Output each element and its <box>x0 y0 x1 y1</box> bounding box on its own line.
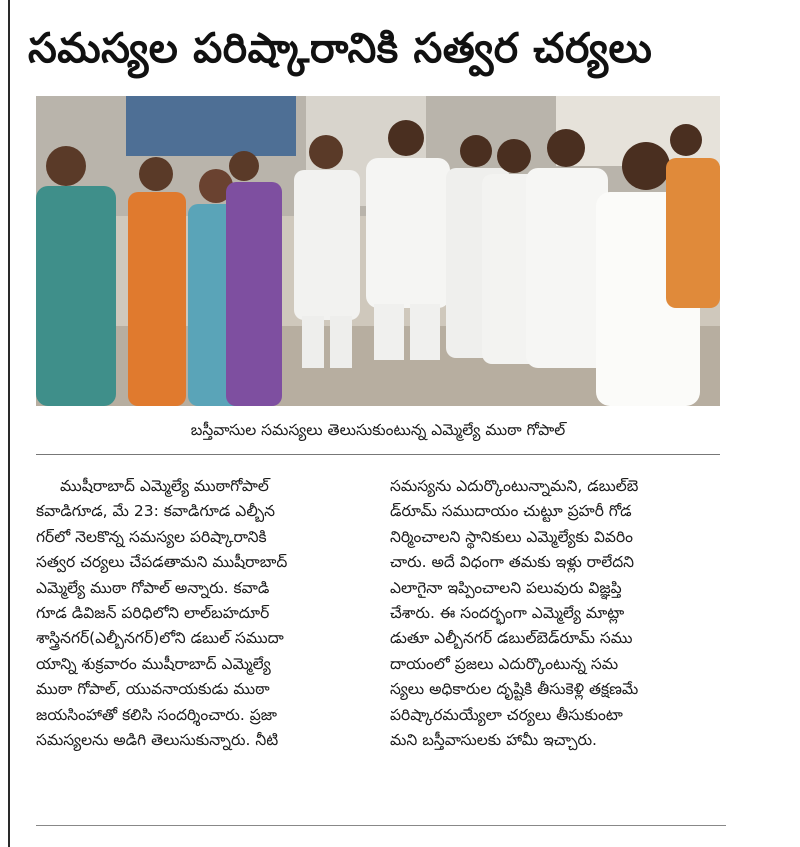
article-line: డ్‌రూమ్ సముదాయం చుట్టూ ప్రహరీ గోడ <box>390 502 632 521</box>
article-line: జయసింహాతో కలిసి సందర్శించారు. ప్రజా <box>36 705 277 724</box>
article-byline: ముషీరాబాద్ ఎమ్మెల్యే ముఠాగోపాల్ <box>60 477 269 495</box>
article-line: చేశారు. ఈ సందర్భంగా ఎమ్మెల్యే మాట్లా <box>390 604 625 623</box>
article-line: ఎమ్మెల్యే ముఠా గోపాల్ అన్నారు. కవాడి <box>36 578 270 597</box>
article-line: ముఠా గోపాల్, యువనాయకుడు ముఠా <box>36 680 270 699</box>
article-column-left <box>36 474 358 753</box>
article-line: డుతూ ఎల్బీనగర్ డబుల్‌బెడ్‌రూమ్ సము <box>390 629 633 648</box>
article-line: చారు. అదే విధంగా తమకు ఇళ్లు రాలేదని <box>390 553 635 572</box>
article-line: శాస్త్రినగర్(ఎల్బీనగర్)లోని డబుల్ సముదా <box>36 629 284 648</box>
article-column-right <box>390 474 722 753</box>
article-line: సత్వర చర్యలు చేపడతామని ముషీరాబాద్ <box>36 553 288 572</box>
article-line: దాయంలో ప్రజలు ఎదుర్కొంటున్న సమ <box>390 654 619 673</box>
page-left-rule <box>8 0 10 847</box>
article-line: కవాడిగూడ, మే 23: కవాడిగూడ ఎల్బీన <box>36 502 276 521</box>
article-line: సమస్యలను అడిగి తెలుసుకున్నారు. నీటి <box>36 731 279 750</box>
article-line: పరిష్కారమయ్యేలా చర్యలు తీసుకుంటా <box>390 705 623 724</box>
article-line: గూడ డివిజన్ పరిధిలోని లాల్‌బహదూర్ <box>36 604 270 623</box>
article-line: స్యలు అధికారుల దృష్టికి తీసుకెళ్లి తక్షణమే <box>390 680 639 699</box>
article-line: సమస్యను ఎదుర్కొంటున్నామని, డబుల్‌బె <box>390 477 639 495</box>
news-photo <box>36 96 720 406</box>
article-line: యాన్ని శుక్రవారం ముషీరాబాద్ ఎమ్మెల్యే <box>36 654 271 673</box>
article-line: గర్‌లో నెలకొన్న సమస్యల పరిష్కారానికి <box>36 527 267 546</box>
headline: సమస్యల పరిష్కారానికి సత్వర చర్యలు <box>28 24 653 72</box>
bottom-divider <box>36 825 726 826</box>
article-line: నిర్మించాలని స్థానికులు ఎమ్మెల్యేకు వివరిం <box>390 527 634 546</box>
article-line: ఎలాగైనా ఇప్పించాలని పలువురు విజ్ఞప్తి <box>390 578 622 597</box>
article-line: మని బస్తీవాసులకు హామీ ఇచ్చారు. <box>390 731 597 750</box>
caption-divider <box>36 454 720 455</box>
photo-caption: బస్తీవాసుల సమస్యలు తెలుసుకుంటున్న ఎమ్మెల్యే ముఠా గోపాల్ <box>190 421 566 439</box>
